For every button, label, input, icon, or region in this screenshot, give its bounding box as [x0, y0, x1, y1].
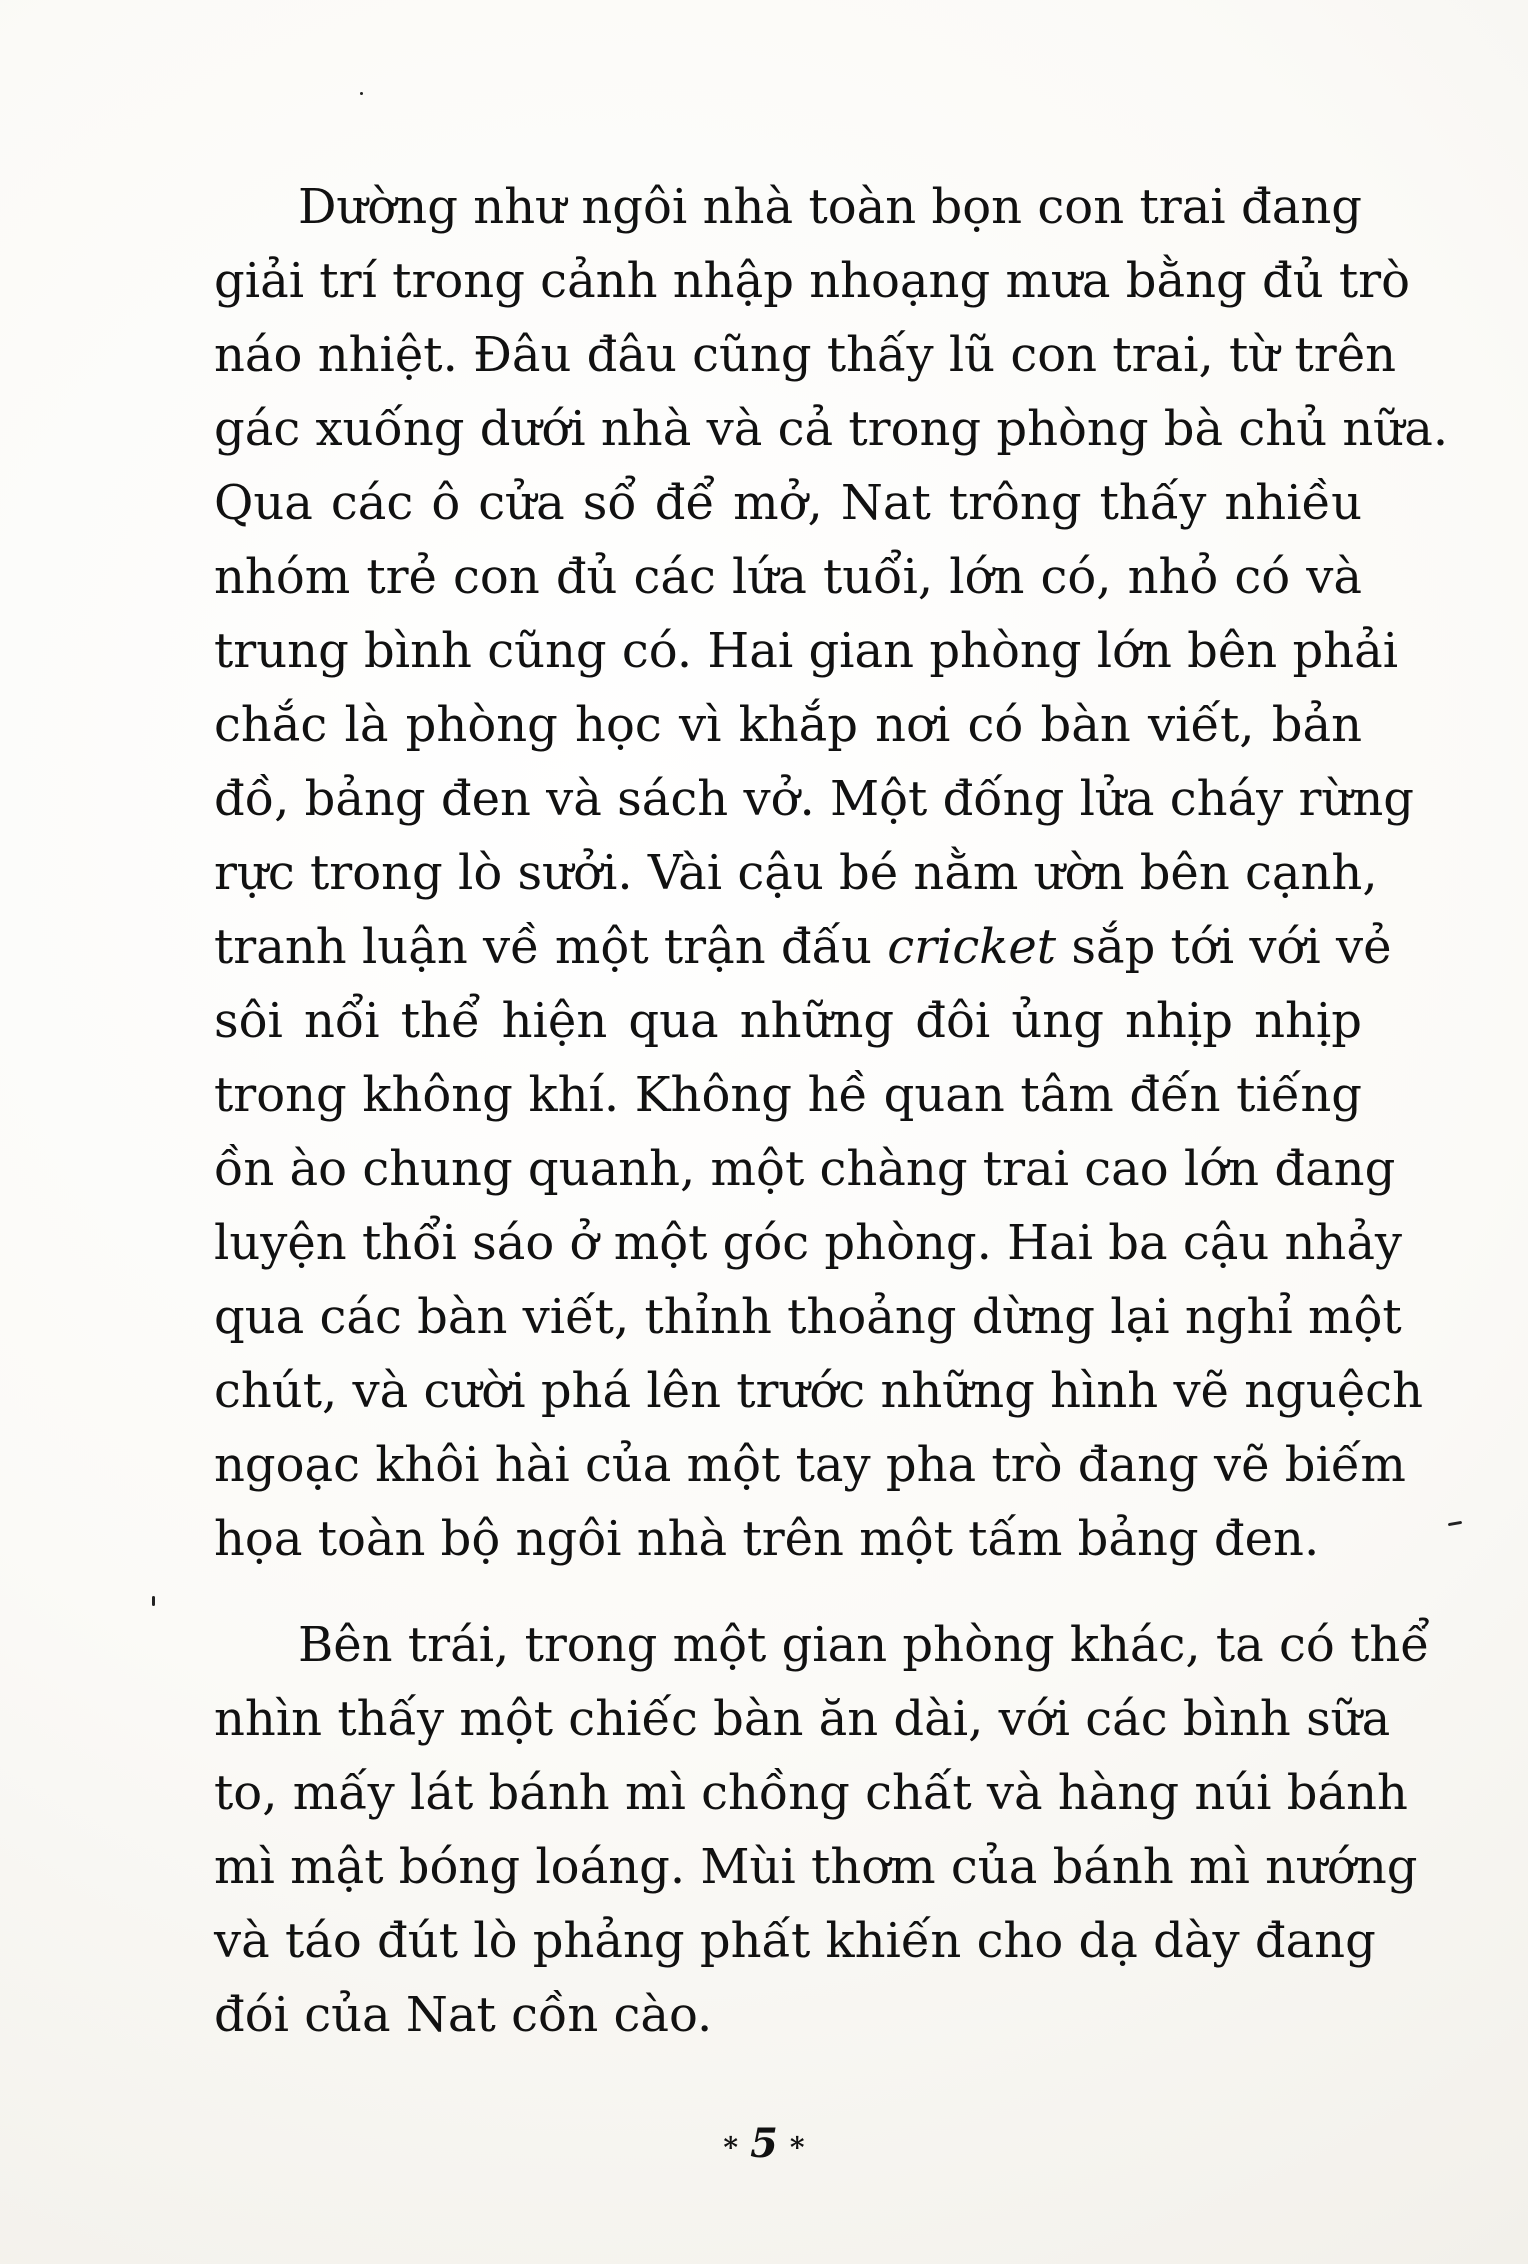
text-line: náo nhiệt. Đâu đâu cũng thấy lũ con trai, từ trên [214, 327, 1397, 383]
text-line: qua các bàn viết, thỉnh thoảng dừng lại nghỉ một [214, 1289, 1402, 1345]
star-ornament-icon: * [723, 2130, 739, 2164]
text-line: luyện thổi sáo ở một góc phòng. Hai ba cậu nhảy [214, 1215, 1403, 1271]
scan-speck [152, 1596, 155, 1606]
text-line: Qua các ô cửa sổ để mở, Nat trông thấy nhiều [214, 475, 1362, 531]
text-line: chút, và cười phá lên trước những hình vẽ nguệch [214, 1363, 1423, 1419]
text-line: to, mấy lát bánh mì chồng chất và hàng núi bánh [214, 1765, 1408, 1821]
text-line: đồ, bảng đen và sách vở. Một đống lửa cháy rừng [214, 771, 1414, 827]
scan-speck [1448, 1521, 1462, 1526]
scan-speck [360, 92, 363, 95]
text-line: đói của Nat cồn cào. [214, 1987, 713, 2043]
page-number-value: 5 [750, 2120, 778, 2167]
text-line: ồn ào chung quanh, một chàng trai cao lớn đang [214, 1141, 1396, 1197]
text-line: trung bình cũng có. Hai gian phòng lớn bên phải [214, 623, 1399, 679]
text-line: Dường như ngôi nhà toàn bọn con trai đang [298, 179, 1362, 235]
body-text [214, 170, 1449, 2052]
italic-word-cricket: cricket [887, 919, 1057, 975]
text-line: giải trí trong cảnh nhập nhoạng mưa bằng đủ trò [214, 253, 1411, 309]
text-line: Bên trái, trong một gian phòng khác, ta có thể [298, 1617, 1430, 1673]
text-line-with-italic [214, 910, 1392, 984]
text-line: gác xuống dưới nhà và cả trong phòng bà chủ nữa. [214, 401, 1449, 457]
text-line: trong không khí. Không hề quan tâm đến tiếng [214, 1067, 1362, 1123]
text-segment: sắp tới với vẻ [1071, 919, 1392, 975]
text-line: và táo đút lò phảng phất khiến cho dạ dày đang [214, 1913, 1376, 1969]
star-ornament-icon: * [789, 2130, 805, 2164]
text-line: rực trong lò sưởi. Vài cậu bé nằm ườn bên cạnh, [214, 845, 1378, 901]
paragraph-spacer [214, 1576, 1362, 1608]
text-line: chắc là phòng học vì khắp nơi có bàn viết, bản [214, 697, 1362, 753]
text-line: ngoạc khôi hài của một tay pha trò đang vẽ biếm [214, 1437, 1406, 1493]
page-number [0, 2120, 1528, 2167]
text-segment: tranh luận về một trận đấu [214, 919, 872, 975]
text-line: sôi nổi thể hiện qua những đôi ủng nhịp nhịp [214, 993, 1362, 1049]
paragraph-2 [214, 1608, 1430, 2052]
text-line: họa toàn bộ ngôi nhà trên một tấm bảng đen. [214, 1511, 1320, 1567]
text-line: mì mật bóng loáng. Mùi thơm của bánh mì nướng [214, 1839, 1418, 1895]
text-line: nhóm trẻ con đủ các lứa tuổi, lớn có, nhỏ có và [214, 549, 1362, 605]
text-line: nhìn thấy một chiếc bàn ăn dài, với các bình sữa [214, 1691, 1391, 1747]
paragraph-1 [214, 170, 1449, 1576]
